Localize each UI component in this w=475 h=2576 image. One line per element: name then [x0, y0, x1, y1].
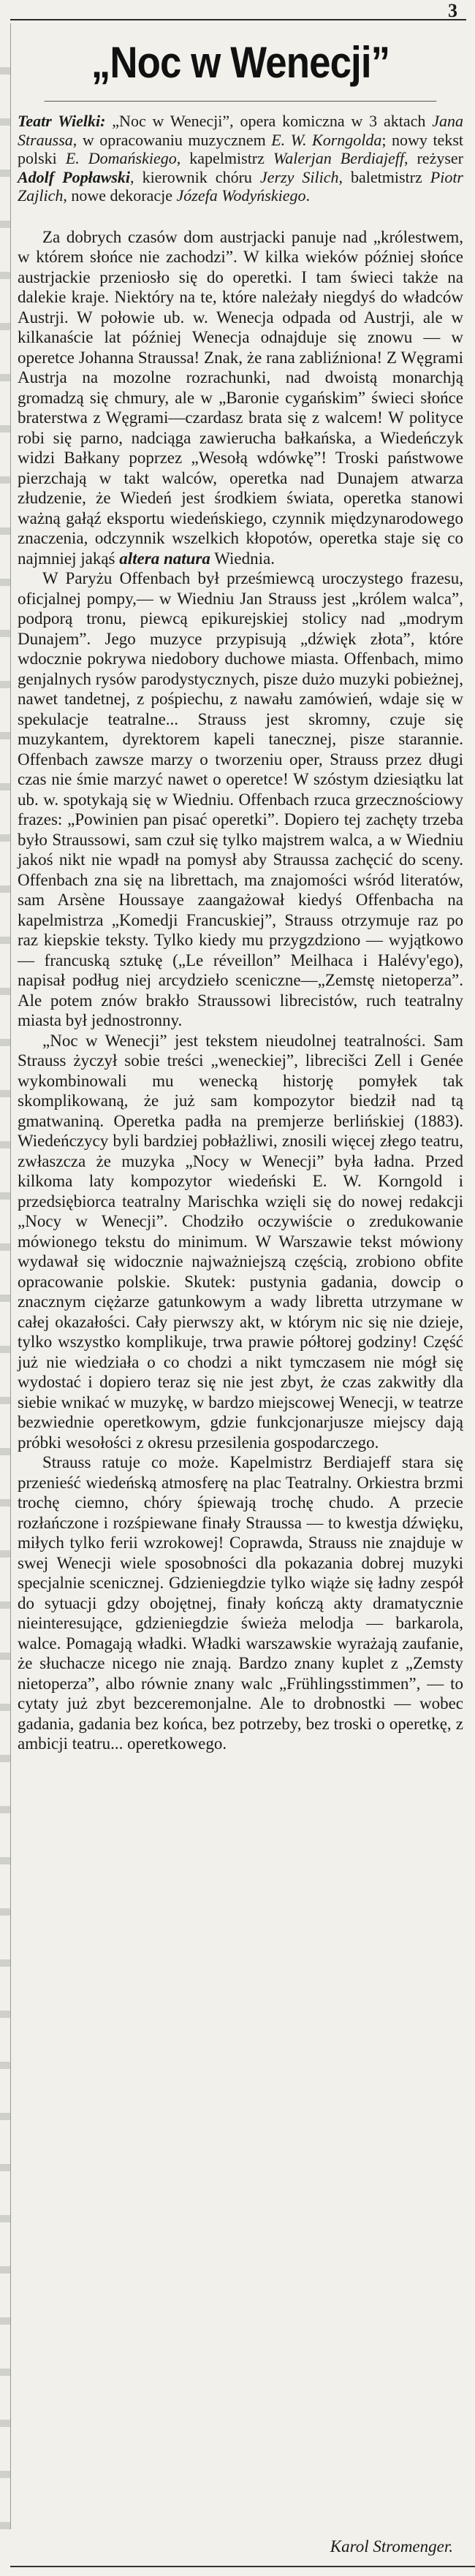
left-column-edge [0, 23, 11, 2529]
lead-text: , kapelmistrz [176, 149, 273, 167]
body-paragraph-2: W Paryżu Offenbach był prześmiewcą uroczystego frazesu, oficjalnej pompy,— w Wiedniu Jan Strauss jest „królem walca”, podporą tronu, piewcą epikurejskiej stolicy nad „modrym Dunajem”. Jego muzyce przypisują „dźwięk złota”, które wdocznie pokrywa niedobory duchowe miasta. Offenbach, mimo genjalnych rysów parodystycznych, pisze dużo muzyki pobieżnej, nawet tandetnej, z pośpiechu, z nawału zamówień, wdaje się w spekulacje teatralne... Strauss jest skromny, czuje się muzykantem, dyrektorem kapeli tanecznej, pisze starannie. Offenbach zawsze marzy o tworzeniu oper, Strauss przez długi czas nie śmie marzyć nawet o operetce! W szóstym dziesiątku lat ub. w. spotykają się w Wiedniu. Offenbach rzuca grzecznościowy frazes: „Powinien pan pisać operetki”. Dopiero tej zachęty trzeba było Straussowi, sam czuł się tylko majstrem walca, a w Wiedniu jakoś nikt nie wpadł na pomysł aby Straussa zachęcić do sceny. Offenbach zna się na librettach, ma znajomości wśród literatów, sam Arsène Houssaye zaangażował kiedyś Offenbacha na kapelmistrza „Komedji Francuskiej”, Strauss otrzymuje raz po raz kiepskie teksty. Tylko kiedy mu przygzdziono — wyjątkowo — francuską sztukę („Le réveillon” Meilhaca i Halévy'ego), napisał podług niej arcydzieło sceniczne—„Zemstę nietoperza”. Ale potem znów brakło Straussowi librecistów, ruch teatralny miasta był jednostronny. [18, 569, 463, 1029]
lead-text: , nowe dekoracje [63, 186, 177, 205]
designer-name: Józefa Wodyńskiego [176, 186, 306, 205]
conductor-name: Walerjan Berdiajeff [273, 149, 404, 167]
body-text: Wiednia. [210, 549, 275, 568]
composer-name: Jana Straussa [18, 112, 463, 149]
lead-text: , reżyser [403, 149, 463, 167]
lead-text: , w opracowaniu muzycznem [72, 130, 272, 149]
altera-natura-phrase: altera natura [119, 549, 210, 568]
lead-text: , baletmistrz [338, 167, 430, 186]
author-signature: Karol Stromenger. [330, 2537, 453, 2556]
article-body [18, 227, 463, 1754]
translator-name: E. Domańskiego [65, 149, 177, 167]
page-number: 3 [448, 0, 457, 21]
arranger-name: E. W. Korngolda [271, 130, 382, 149]
body-paragraph-1 [18, 227, 463, 569]
body-text: Za dobrych czasów dom austrjacki panuje nad „królestwem, w którem słońce nie zachodzi”. W kilka wieków później słońce austrjackie przeniosło się do operetki. I tam świeci także na dalekie kraje. Niektóry na te, które należały niegdyś do władców Austrji. W połowie ub. w. Wenecja odpada od Austrji, ale w kilkanaście lat później Wenecja odnajduje się znowu — w operetce Johanna Straussa! Znak, że rana zabliźniona! Z Węgrami Austrja na mozolne rozrachunki, nad dwoistą monarchją gromadzą się chmury, ale w „Baronie cygańskim” świeci słońce braterstwa z Węgrami—czardasz brata się z walcem! W polityce robi się parno, nadciąga zawierucha bałkańska, a Wiedeńczyk widzi Bałkany poprzez „Wesołą wdówkę”! Troski państwowe pierzchają w takt walców, operetka nad Dunajem atwarza złudzenie, że Wiedeń jest środkiem świata, operetka stanowi ważną gałąź eksportu wiedeńskiego, czynnik międzynarodowego znaczenia, odczynnik wszelkich kłopotów, operetka staje się co najmniej jakąś [18, 227, 463, 568]
lead-text: . [305, 186, 310, 205]
lead-text: „Noc w Wenecji”, opera komiczna w 3 aktach [105, 112, 433, 130]
ballet-master-name: Piotr Zajlich [18, 167, 463, 205]
body-paragraph-3: „Noc w Wenecji” jest tekstem nieudolnej teatralności. Sam Strauss życzył sobie treści „weneckiej”, librecišci Zell i Genée wykombinowali mu wenecką historję pomyłek tak skomplikowaną, że już sam kompozytor biedził nad tą gmatwaniną. Operetka padła na premjerze berlińskiej (1883). Wiedeńczycy byli bardziej pobłażliwi, znosili więcej złego teatru, zwłaszcza że muzyka „Nocy w Wenecji” była ładna. Przed kilkoma laty kompozytor wiedeński E. W. Korngold i przedsiębiorca teatralny Marischka wzięli się do nowej redakcji „Nocy w Wenecji”. Chodziło oczywiście o zredukowanie mówionego tekstu do minimum. W Warszawie tekst mówiony wydawał się widocznie najważniejszą częścią, zrobiono obfite opracowanie polskie. Skutek: pustynia gadania, dowcip o znacznym ciężarze gatunkowym a wady libretta utrzymane w całej okazałości. Cały pierwszy akt, w którym nic się nie dzieje, tylko wszystko komplikuje, trwa prawie półtorej godziny! Część już nie wiedziała o co chodzi a nikt tymczasem nie mógł się wydostać i dopiero teraz się nie jest zbyt, że czas zakwitły dla siebie wnikać w muzykę, w bardzo miejscowej Wenecji, w teatrze bezwiednie operetkowym, gdzie funkcjonarjusze miejscy dają próbki wesołości z okresu przesilenia gospodarczego. [18, 1031, 463, 1452]
chorus-master-name: Jerzy Silich [259, 167, 339, 186]
lead-paragraph [18, 112, 463, 205]
bottom-rule [10, 2566, 475, 2567]
top-rule [10, 19, 466, 20]
director-name: Adolf Popławski [18, 167, 131, 186]
headline: „Noc w Wenecji” [45, 29, 437, 102]
article [18, 29, 463, 1754]
body-paragraph-4: Strauss ratuje co może. Kapelmistrz Berdiajeff stara się przenieść wiedeńską atmosferę na plac Teatralny. Orkiestra brzmi trochę ciemno, chóry śpiewają trochę chudo. A przecie rozłańczone i rozśpiewane finały Straussa — to kwestja dźwięku, miłych tylko ferii wzrokowej! Coprawda, Strauss nie znajduje w swej Wenecji wiele sposobności dla pokazania dobrej muzyki specjalnie scenicznej. Gdzieniegdzie tylko wiąże się ładny zespół do sytuacji gdzy obojętnej, finały kończą akty dramatycznie nieinteresujące, gdzieniegdzie świeża melodja — barkarola, walce. Pomagają władki. Władki warszawskie wyrażają zaufanie, że słuchacze nicego nie znają. Bardzo znany kuplet z „Zemsty nietoperza”, albo równie znany walc „Frühlingsstimmen”, — to cytaty już zbyt bezceremonjalne. Ale to drobnostki — wobec gadania, gadania bez końca, bez potrzeby, bez troski o operetkę, z ambicji teatru... operetkowego. [18, 1453, 463, 1753]
lead-text: ; nowy tekst polski [18, 130, 463, 167]
lead-text: , kierownik chóru [130, 167, 260, 186]
lead-intro: Teatr Wielki: [18, 112, 106, 130]
